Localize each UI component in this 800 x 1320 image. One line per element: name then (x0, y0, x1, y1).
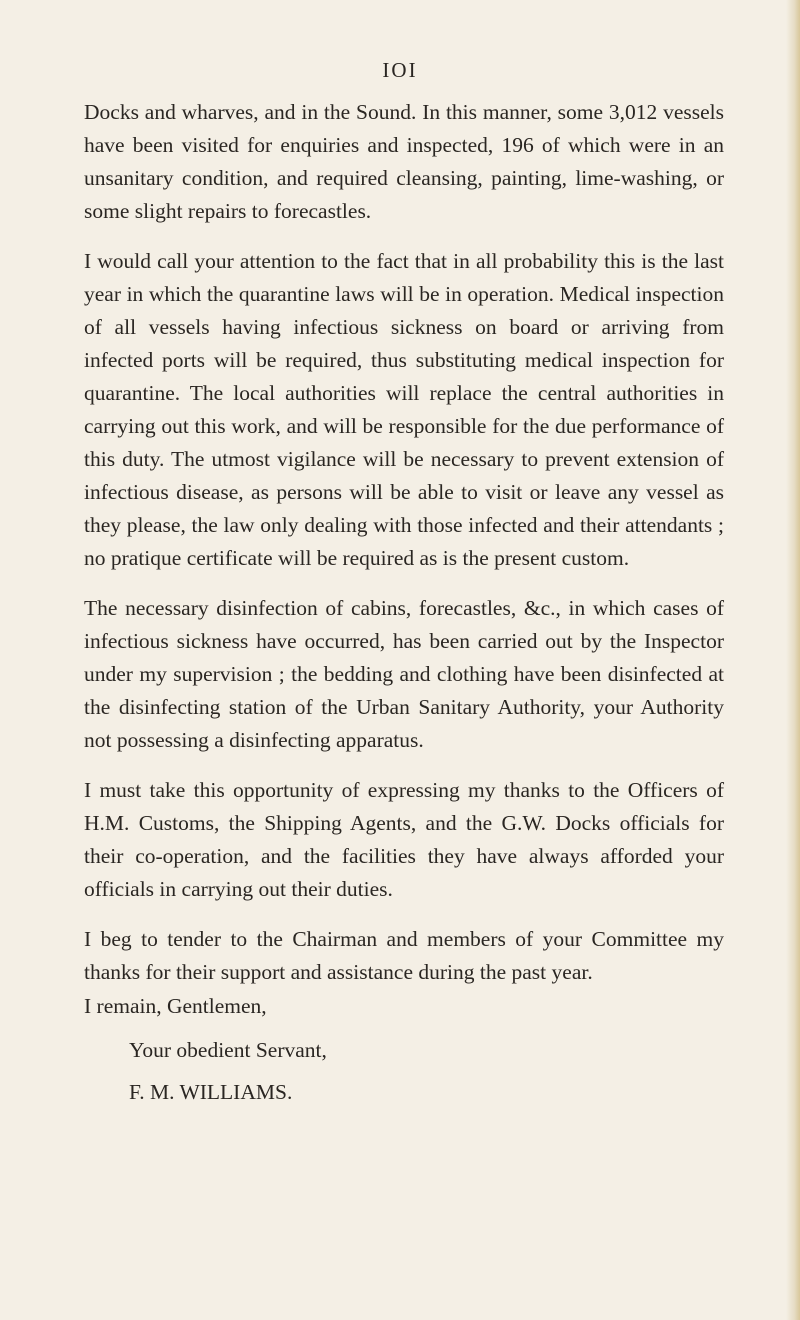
page-edge (786, 0, 800, 1320)
signature: F. M. WILLIAMS. (129, 1080, 293, 1104)
closing-servant: Your obedient Servant, (129, 1038, 327, 1062)
closing-remain: I remain, Gentlemen, (84, 994, 267, 1018)
paragraph-thanks-committee: I beg to tender to the Chairman and members of your Committee my thanks for their support and assistance during the past year. (84, 927, 724, 984)
body-text (84, 96, 724, 1109)
paragraph-docks-inspection: Docks and wharves, and in the Sound. In this manner, some 3,012 vessels have been visited for enquiries and inspected, 196 of which were in an unsanitary condition, and required cleansing, painting, lime-washing, or some slight repairs to forecastles. (84, 100, 724, 223)
paragraph-quarantine-laws: I would call your attention to the fact that in all probability this is the last year in which the quarantine laws will be in operation. Medical inspection of all vessels having infectious sickness on board or arriving from infected ports will be required, thus substituting medical inspection for quarantine. The local authorities will replace the central authorities in carrying out this work, and will be responsible for the due performance of this duty. The utmost vigilance will be necessary to prevent extension of infectious disease, as persons will be able to visit or leave any vessel as they please, the law only dealing with those infected and their attendants ; no pratique certificate will be required as is the present custom. (84, 249, 724, 570)
page-number: IOI (382, 58, 418, 82)
paragraph-thanks-officers: I must take this opportunity of expressing my thanks to the Officers of H.M. Customs, the Shipping Agents, and the G.W. Docks officials for their co-operation, and the facilities they have always afforded your officials in carrying out their duties. (84, 778, 724, 901)
closing-block (84, 989, 724, 1109)
paragraph-disinfection: The necessary disinfection of cabins, forecastles, &c., in which cases of infectious sickness have occurred, has been carried out by the Inspector under my supervision ; the bedding and clothing have been disinfected at the disinfecting station of the Urban Sanitary Authority, your Authority not possessing a disinfecting apparatus. (84, 596, 724, 752)
